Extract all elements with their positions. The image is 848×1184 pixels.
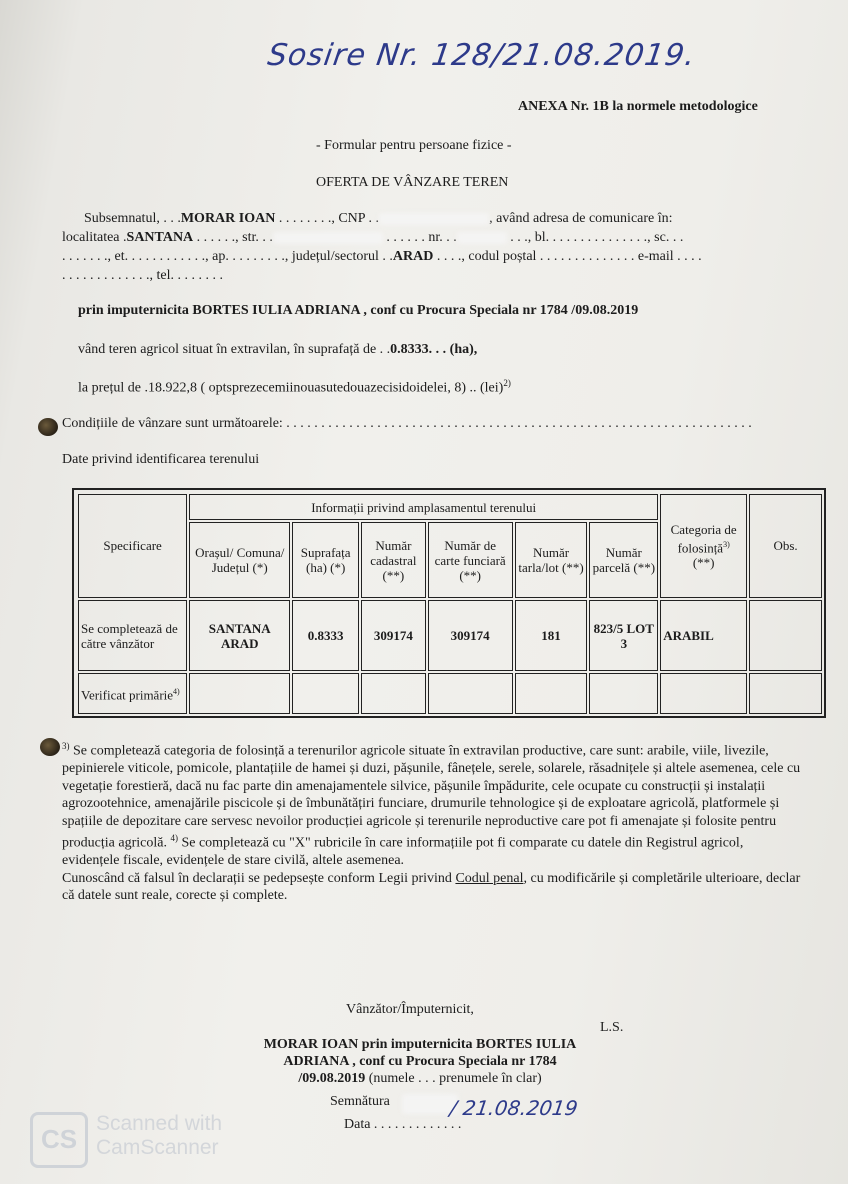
cell-categoria: ARABIL (660, 600, 747, 671)
cell-empty (292, 673, 359, 714)
intro-line-1: Subsemnatul, . . .MORAR IOAN . . . . . . . ., CNP . . , având adresa de comunicare în: (84, 211, 673, 226)
redacted-cnp (379, 213, 489, 225)
cell-parcela: 823/5 LOT 3 (589, 600, 658, 671)
seller-name: MORAR IOAN (180, 211, 276, 226)
cell-cadastral: 309174 (361, 600, 426, 671)
ls-mark: L.S. (600, 1020, 624, 1035)
header-group-amplasament: Informații privind amplasamentul terenului (189, 494, 658, 520)
cell-empty (515, 673, 588, 714)
row-verificat-label: Verificat primărie$^{4)}$ (78, 673, 187, 714)
price-line: la prețul de .18.922,8 ( optsprezecemiinouasutedouazecisidoidelei, 8) .. (lei)$^{2)}$ (78, 378, 511, 396)
intro-line-3: . . . . . . ., et. . . . . . . . . . . ., ap. . . . . . . . ., județul/sectorul . .ARAD . . . ., codul poștal . . . . . . . . . . . . . . e-mail . . . . (62, 249, 702, 264)
form-title: OFERTA DE VÂNZARE TEREN (316, 175, 509, 190)
cell-obs (749, 600, 822, 671)
surface-value: 0.8333. . . (ha), (390, 342, 478, 357)
header-suprafata: Suprafața (ha) (*) (292, 522, 359, 597)
header-cadastral: Număr cadastral (**) (361, 522, 426, 597)
punch-hole-top (38, 418, 58, 436)
annex-title: ANEXA Nr. 1B la normele metodologice (518, 99, 758, 114)
redacted-street (273, 232, 383, 244)
header-categoria: Categoria de folosință$^{3)}$ (**) (660, 494, 747, 598)
county: ARAD (392, 249, 434, 264)
land-table (72, 488, 826, 718)
header-oras: Orașul/ Comuna/ Județul (*) (189, 522, 290, 597)
data-label: Data . . . . . . . . . . . . . (344, 1117, 462, 1132)
cell-carte-funciara: 309174 (428, 600, 513, 671)
proxy-line: prin imputernicita BORTES IULIA ADRIANA , conf cu Procura Speciala nr 1784 /09.08.2019 (78, 303, 639, 318)
semnatura-label: Semnătura (330, 1094, 390, 1109)
cell-empty (189, 673, 290, 714)
handwritten-date: / 21.08.2019 (448, 1096, 580, 1120)
surface-line: vând teren agricol situat în extravilan, în suprafață de . .0.8333. . . (ha), (78, 342, 478, 357)
intro-line-2: localitatea .SANTANA . . . . . ., str. . . . . . . . . nr. . . . . ., bl. . . . . . . . . . . . . . ., sc. . . (62, 230, 684, 245)
header-carte-funciara: Număr de carte funciară (**) (428, 522, 513, 597)
cell-empty (361, 673, 426, 714)
footnotes-paragraph: $^{3)}$ Se completează categoria de folosință a terenurilor agricole situate în extravilan productive, care sunt: arabile, viile, livezile, pepinierele viticole, pomicole, plantațiile de hamei și duzi, pășunile, fânețele, serele, solarele, răsadnițele și altele asemenea, cele cu vegetație forestieră, dacă nu fac parte din amenajamentele silvice, pășunile împădurite, cele ocupate cu construcții și instalații agrozootehnice, amenajările piscicole și de îmbunătățiri funciare, drumurile tehnologice și de exploatare agricolă, platformele și spațiile de depozitare care servesc nevoilor producției agricole și terenurile neproductive care pot fi amenajate și folosite pentru producția agricolă. $^{4)}$ Se completează cu "X" rubricile în care informațiile pot fi comparate cu datele din Registrul agricol, evidențele fiscale, evidențele de stare civilă, altele asemenea. Cunoscând că falsul în declarații se pedepsește conform Legii privind Codul penal, cu modificările și completările ulterioare, declar că datele sunt reale, corecte și complete. (62, 741, 801, 904)
cell-tarla: 181 (515, 600, 588, 671)
conditions-line: Condițiile de vânzare sunt următoarele: . . . . . . . . . . . . . . . . . . . . . . . . . . . . . . . . . . . . . . . . . . . . . . . . . . . . . . . . . . . . . . . . . . . (62, 416, 752, 431)
header-parcela: Număr parcelă (**) (589, 522, 658, 597)
cell-oras: SANTANA ARAD (189, 600, 290, 671)
cell-suprafata: 0.8333 (292, 600, 359, 671)
signature-block: MORAR IOAN prin imputernicita BORTES IULIA ADRIANA , conf cu Procura Speciala nr 1784 /09.08.2019 (numele . . . prenumele în clar) (263, 1037, 577, 1086)
cell-empty (589, 673, 658, 714)
cell-empty (660, 673, 747, 714)
identification-heading: Date privind identificarea terenului (62, 452, 260, 467)
handwritten-registration-number: Sosire Nr. 128/21.08.2019. (265, 38, 698, 73)
locality: SANTANA (126, 230, 194, 245)
camscanner-watermark: Scanned with CamScanner (96, 1112, 223, 1159)
redacted-number (457, 232, 507, 244)
cell-empty (428, 673, 513, 714)
camscanner-logo: CS (30, 1112, 88, 1168)
header-tarla: Număr tarla/lot (**) (515, 522, 588, 597)
form-subtitle: - Formular pentru persoane fizice - (316, 138, 512, 153)
punch-hole-bottom (40, 738, 60, 756)
row-seller-label: Se completează de către vânzător (78, 600, 187, 671)
cell-empty (749, 673, 822, 714)
header-specificare: Specificare (78, 494, 187, 598)
declaration: Cunoscând că falsul în declarații se pedepsește conform Legii privind Codul penal, cu modificările și completările ulterioare, declar că datele sunt reale, corecte și complete. (62, 870, 801, 904)
header-obs: Obs. (749, 494, 822, 598)
intro-line-4: . . . . . . . . . . . . ., tel. . . . . . . . (62, 268, 223, 283)
signature-role: Vânzător/Împuternicit, (346, 1002, 474, 1017)
